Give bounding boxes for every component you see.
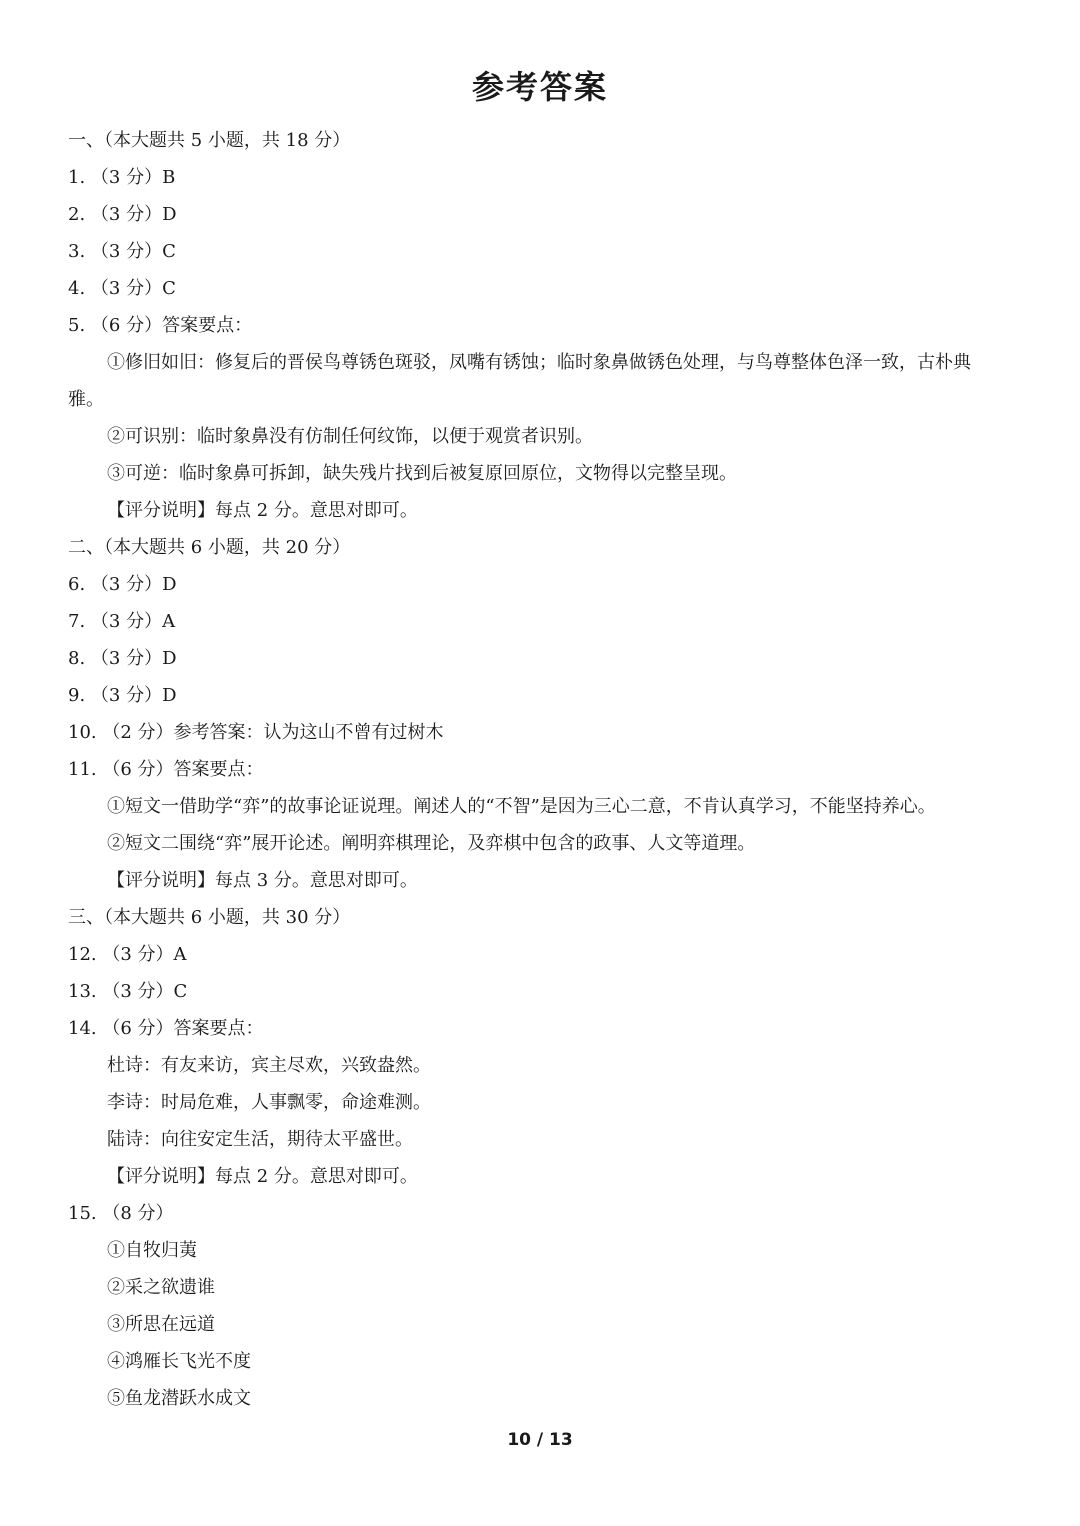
- answer-q6: 6. （3 分）D: [68, 574, 177, 595]
- page-number: 10 / 13: [507, 1430, 573, 1450]
- answer-list: [0, 122, 1080, 1417]
- answer-q12: 12. （3 分）A: [68, 944, 187, 965]
- answer-q2: 2. （3 分）D: [68, 204, 177, 225]
- answer-q15-item-5: ⑤鱼龙潜跃水成文: [107, 1388, 251, 1409]
- section-header-3: 三、（本大题共 6 小题，共 30 分）: [68, 907, 351, 928]
- answer-q14-scoring-note: 【评分说明】每点 2 分。意思对即可。: [107, 1166, 418, 1187]
- answer-q11-point-2: ②短文二围绕“弈”展开论述。阐明弈棋理论，及弈棋中包含的政事、人文等道理。: [107, 833, 756, 854]
- answer-q5-point-1-continued: 雅。: [68, 389, 104, 410]
- answer-q15-item-1: ①自牧归荑: [107, 1240, 197, 1261]
- section-header-1: 一、（本大题共 5 小题，共 18 分）: [68, 130, 351, 151]
- answer-q4: 4. （3 分）C: [68, 278, 176, 299]
- answer-q15-item-4: ④鸿雁长飞光不度: [107, 1351, 251, 1372]
- answer-q14-li-poem: 李诗：时局危难，人事飘零，命途难测。: [107, 1092, 431, 1113]
- answer-q5-point-1: ①修旧如旧：修复后的晋侯鸟尊锈色斑驳，凤嘴有锈蚀；临时象鼻做锈色处理，与鸟尊整体色泽一致，古朴典: [107, 352, 971, 373]
- answer-q3: 3. （3 分）C: [68, 241, 176, 262]
- answer-q8: 8. （3 分）D: [68, 648, 177, 669]
- answer-q13: 13. （3 分）C: [68, 981, 188, 1002]
- section-header-2: 二、（本大题共 6 小题，共 20 分）: [68, 537, 351, 558]
- answer-q5-point-3: ③可逆：临时象鼻可拆卸，缺失残片找到后被复原回原位，文物得以完整呈现。: [107, 463, 737, 484]
- answer-q5-point-2: ②可识别：临时象鼻没有仿制任何纹饰，以便于观赏者识别。: [107, 426, 593, 447]
- answer-q5-head: 5. （6 分）答案要点：: [68, 315, 253, 336]
- answer-q14-du-poem: 杜诗：有友来访，宾主尽欢，兴致盎然。: [107, 1055, 431, 1076]
- answer-q11-scoring-note: 【评分说明】每点 3 分。意思对即可。: [107, 870, 418, 891]
- answer-q14-head: 14. （6 分）答案要点：: [68, 1018, 264, 1039]
- answer-q15-item-3: ③所思在远道: [107, 1314, 215, 1335]
- answer-q15-head: 15. （8 分）: [68, 1203, 174, 1224]
- answer-q5-scoring-note: 【评分说明】每点 2 分。意思对即可。: [107, 500, 418, 521]
- answer-q15-item-2: ②采之欲遗谁: [107, 1277, 215, 1298]
- answer-q9: 9. （3 分）D: [68, 685, 177, 706]
- answer-q7: 7. （3 分）A: [68, 611, 176, 632]
- answer-q1: 1. （3 分）B: [68, 167, 176, 188]
- answer-q11-head: 11. （6 分）答案要点：: [68, 759, 264, 780]
- answer-q14-lu-poem: 陆诗：向往安定生活，期待太平盛世。: [107, 1129, 413, 1150]
- answer-q10: 10. （2 分）参考答案：认为这山不曾有过树木: [68, 722, 444, 743]
- page-title: 参考答案: [471, 68, 608, 106]
- answer-q11-point-1: ①短文一借助学“弈”的故事论证说理。阐述人的“不智”是因为三心二意，不肯认真学习，不能坚持养心。: [107, 796, 936, 817]
